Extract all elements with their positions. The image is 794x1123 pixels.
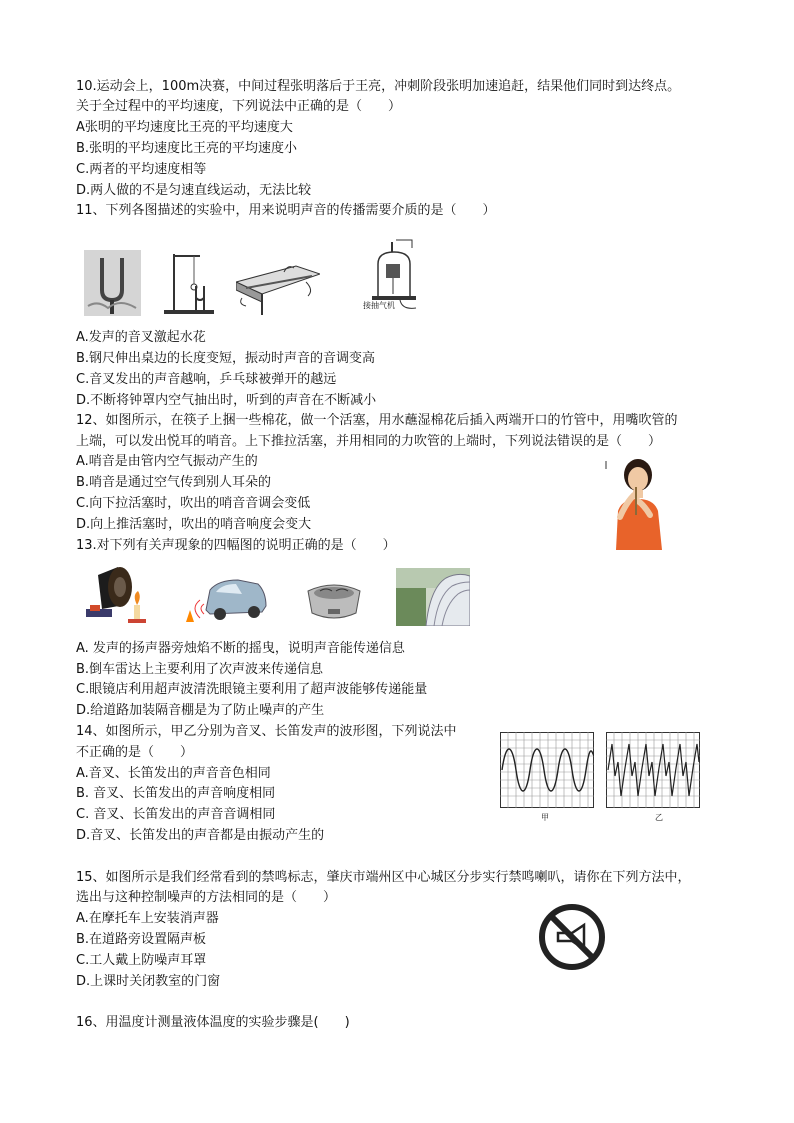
q14-option-c: C. 音叉、长笛发出的声音音调相同: [76, 807, 276, 822]
ultrasonic-cleaner-figure: [304, 575, 364, 625]
q15-option-b: B.在道路旁设置隔声板: [76, 932, 207, 947]
no-horn-sign-icon: [538, 903, 606, 971]
q13-option-a: A. 发声的扬声器旁烛焰不断的摇曳，说明声音能传递信息: [76, 641, 405, 656]
q10-option-c: C.两者的平均速度相等: [76, 162, 207, 177]
q11-option-d: D.不断将钟罩内空气抽出时，听到的声音在不断减小: [76, 393, 377, 408]
q12-option-c: C.向下拉活塞时，吹出的哨音音调会变低: [76, 496, 311, 511]
q10-stem-line2: 关于全过程中的平均速度，下列说法中正确的是（ ）: [76, 99, 402, 114]
q13-option-b: B.倒车雷达上主要利用了次声波来传递信息: [76, 662, 324, 677]
q14-stem-line1: 14、如图所示，甲乙分别为音叉、长笛发声的波形图，下列说法中: [76, 724, 457, 739]
q15-stem-line1: 15、如图所示是我们经常看到的禁鸣标志，肇庆市端州区中心城区分步实行禁鸣喇叭，请你在下列方法中，: [76, 870, 691, 885]
q11-option-c: C.音叉发出的声音越响，乒乓球被弹开的越远: [76, 372, 337, 387]
q12-stem-line1: 12、如图所示，在筷子上捆一些棉花，做一个活塞，用水蘸湿棉花后插入两端开口的竹管中，用嘴吹管的: [76, 413, 678, 428]
q13-option-d: D.给道路加装隔音棚是为了防止噪声的产生: [76, 703, 325, 718]
speaker-candle-figure: [80, 565, 150, 625]
girl-whistle-figure: [600, 455, 670, 550]
q10-stem-line1: 10.运动会上，100m决赛，中间过程张明落后于王亮，冲刺阶段张明加速追赶，结果他们同时到达终点。: [76, 79, 681, 94]
q10-option-d: D.两人做的不是匀速直线运动，无法比较: [76, 183, 312, 198]
pump-label: 接抽气机: [363, 301, 395, 310]
q14-option-b: B. 音叉、长笛发出的声音响度相同: [76, 786, 276, 801]
steel-ruler-table-figure: [236, 260, 320, 315]
q11-option-a: A.发声的音叉激起水花: [76, 330, 206, 345]
q10-option-b: B.张明的平均速度比王亮的平均速度小: [76, 141, 298, 156]
q11-stem: 11、下列各图描述的实验中，用来说明声音的传播需要介质的是（ ）: [76, 203, 496, 218]
q12-option-b: B.哨音是通过空气传到别人耳朵的: [76, 475, 272, 490]
q12-option-d: D.向上推活塞时，吹出的哨音响度会变大: [76, 517, 312, 532]
q16-stem: 16、用温度计测量液体温度的实验步骤是( ): [76, 1015, 350, 1030]
tuning-fork-water-figure: [84, 250, 141, 316]
waveform-yi: [606, 732, 700, 808]
waveform-jia: [500, 732, 594, 808]
label-yi: 乙: [655, 813, 663, 822]
tuning-fork-pingpong-figure: [160, 248, 218, 316]
q13-stem: 13.对下列有关声现象的四幅图的说明正确的是（ ）: [76, 538, 396, 553]
q15-option-d: D.上课时关闭教室的门窗: [76, 974, 221, 989]
q14-option-a: A.音叉、长笛发出的声音音色相同: [76, 766, 271, 781]
q13-option-c: C.眼镜店利用超声波清洗眼镜主要利用了超声波能够传递能量: [76, 682, 428, 697]
q12-option-a: A.哨音是由管内空气振动产生的: [76, 454, 258, 469]
car-radar-figure: [182, 570, 268, 626]
q10-option-a: A张明的平均速度比王亮的平均速度大: [76, 120, 293, 135]
q15-stem-line2: 选出与这种控制噪声的方法相同的是（ ）: [76, 890, 337, 905]
noise-barrier-figure: [396, 568, 470, 626]
q15-option-a: A.在摩托车上安装消声器: [76, 911, 219, 926]
q12-stem-line2: 上端，可以发出悦耳的哨音。上下推拉活塞，并用相同的力吹管的上端时，下列说法错误的是（ ）: [76, 434, 662, 449]
q14-stem-line2: 不正确的是（ ）: [76, 745, 194, 760]
q11-option-b: B.钢尺伸出桌边的长度变短，振动时声音的音调变高: [76, 351, 376, 366]
q15-option-c: C.工人戴上防噪声耳罩: [76, 953, 207, 968]
q14-option-d: D.音叉、长笛发出的声音都是由振动产生的: [76, 828, 325, 843]
label-jia: 甲: [541, 813, 549, 822]
